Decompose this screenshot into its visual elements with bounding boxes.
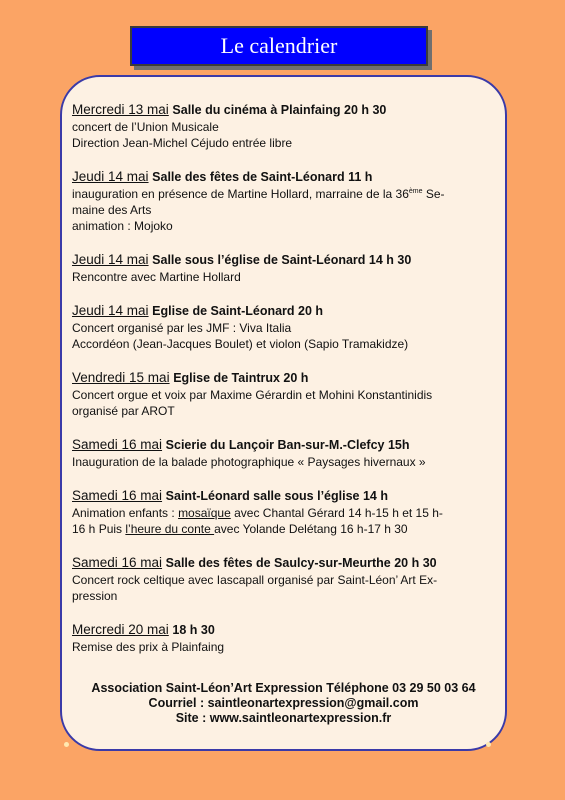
event-item xyxy=(72,554,497,604)
event-item xyxy=(72,369,497,419)
event-location: Eglise de Taintrux 20 h xyxy=(173,371,309,385)
event-detail: Remise des prix à Plainfaing xyxy=(72,640,225,654)
event-item xyxy=(72,168,497,234)
title-banner xyxy=(130,26,428,66)
event-detail: Inauguration de la balade photographique « Paysages hivernaux » xyxy=(72,455,426,469)
event-detail: Accordéon (Jean-Jacques Boulet) et violon (Sapio Tramakidze) xyxy=(72,337,409,351)
event-item xyxy=(72,302,497,352)
event-date: Vendredi 15 mai xyxy=(72,370,170,385)
event-item xyxy=(72,487,497,537)
event-detail: inauguration en présence de Martine Hollard, marraine de la 36ème Se- xyxy=(72,187,445,201)
event-detail: 16 h Puis l’heure du conte avec Yolande Delétang 16 h-17 h 30 xyxy=(72,522,408,536)
event-item xyxy=(72,251,497,285)
event-detail: animation : Mojoko xyxy=(72,219,173,233)
decorative-dot xyxy=(486,742,491,747)
event-detail: Animation enfants : mosaïque avec Chantal Gérard 14 h-15 h et 15 h- xyxy=(72,506,443,520)
event-detail: Concert orgue et voix par Maxime Gérardin et Mohini Konstantinidis xyxy=(72,388,433,402)
event-location: Saint-Léonard salle sous l’église 14 h xyxy=(165,489,388,503)
event-location: Scierie du Lançoir Ban-sur-M.-Clefcy 15h xyxy=(165,438,410,452)
event-detail: Direction Jean-Michel Céjudo entrée libre xyxy=(72,136,293,150)
event-date: Mercredi 13 mai xyxy=(72,102,169,117)
event-date: Samedi 16 mai xyxy=(72,555,163,570)
event-location: Salle des fêtes de Saint-Léonard 11 h xyxy=(152,170,373,184)
event-detail: pression xyxy=(72,589,118,603)
event-location: Salle des fêtes de Saulcy-sur-Meurthe 20 h 30 xyxy=(165,556,437,570)
event-detail: Rencontre avec Martine Hollard xyxy=(72,270,241,284)
event-location: Salle du cinéma à Plainfaing 20 h 30 xyxy=(172,103,387,117)
event-date: Mercredi 20 mai xyxy=(72,622,169,637)
calendar-card xyxy=(60,75,507,751)
contact-footer xyxy=(62,681,505,726)
event-detail: maine des Arts xyxy=(72,203,152,217)
event-detail: Concert rock celtique avec Iascapall organisé par Saint-Léon’ Art Ex- xyxy=(72,573,438,587)
event-location: Salle sous l’église de Saint-Léonard 14 h 30 xyxy=(152,253,412,267)
event-date: Jeudi 14 mai xyxy=(72,303,149,318)
event-detail: concert de l’Union Musicale xyxy=(72,120,219,134)
association-phone: Association Saint-Léon’Art Expression Téléphone 03 29 50 03 64 xyxy=(91,681,476,695)
contact-website[interactable]: Site : www.saintleonartexpression.fr xyxy=(175,711,392,725)
event-date: Samedi 16 mai xyxy=(72,437,163,452)
event-detail: Concert organisé par les JMF : Viva Italia xyxy=(72,321,292,335)
event-location: Eglise de Saint-Léonard 20 h xyxy=(152,304,324,318)
event-date: Jeudi 14 mai xyxy=(72,252,149,267)
event-date: Jeudi 14 mai xyxy=(72,169,149,184)
page-title: Le calendrier xyxy=(220,33,338,58)
decorative-dot xyxy=(64,742,69,747)
event-item xyxy=(72,621,497,655)
event-date: Samedi 16 mai xyxy=(72,488,163,503)
contact-email[interactable]: Courriel : saintleonartexpression@gmail.com xyxy=(148,696,419,710)
event-item xyxy=(72,436,497,470)
event-item xyxy=(72,101,497,151)
event-detail: organisé par AROT xyxy=(72,404,175,418)
event-location: 18 h 30 xyxy=(172,623,215,637)
